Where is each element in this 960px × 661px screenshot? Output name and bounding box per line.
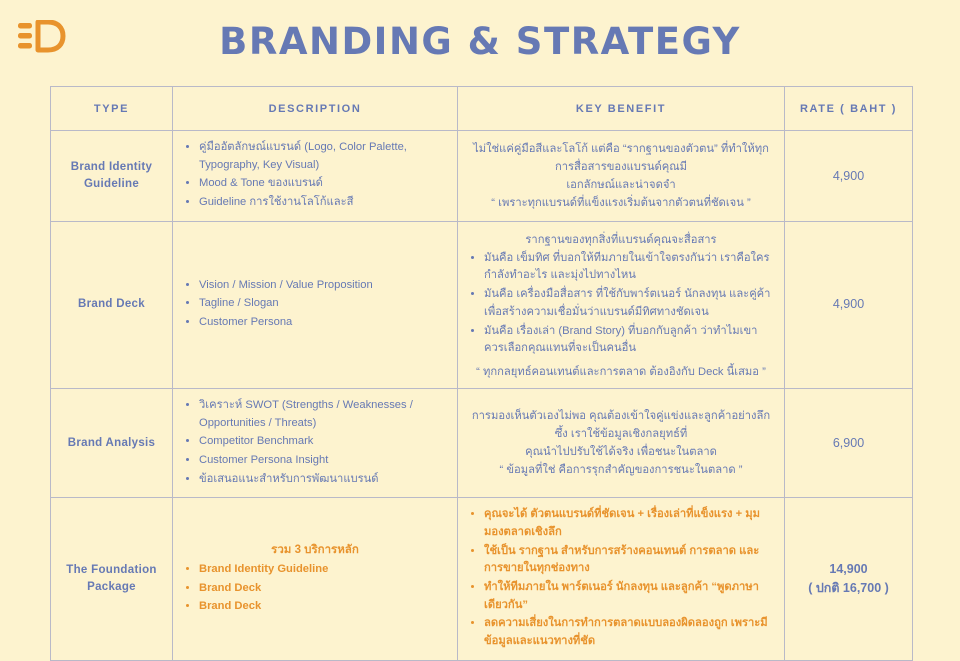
column-header-rate: RATE ( BAHT ) (785, 87, 913, 131)
list-item: • มันคือ เรื่องเล่า (Brand Story) ที่บอกกับลูกค้า ว่าทำไมเขาควรเลือกคุณแทนที่จะเป็นคนอื่น (484, 323, 774, 358)
table-row (51, 131, 913, 222)
table-row (51, 498, 913, 661)
table-header-row (51, 87, 913, 131)
column-header-key-benefit: KEY BENEFIT (458, 87, 785, 131)
row-description (173, 131, 458, 222)
row-key-benefit (458, 498, 785, 661)
row-description (173, 498, 458, 661)
row-rate: 4,900 (785, 221, 913, 388)
benefit-line: คุณนำไปปรับใช้ได้จริง เพื่อชนะในตลาด (525, 446, 717, 459)
row-type-brand-identity-guideline (51, 131, 173, 222)
list-item: • Brand Deck (199, 580, 447, 598)
table-row (51, 221, 913, 388)
row-type-brand-analysis: Brand Analysis (51, 388, 173, 497)
list-item: • ทำให้ทีมภายใน พาร์ตเนอร์ นักลงทุน และลูกค้า “พูดภาษาเดียวกัน” (484, 579, 774, 614)
list-item: • Customer Persona Insight (199, 452, 447, 470)
list-item: • Guideline การใช้งานโลโก้และสี (199, 194, 447, 212)
list-item: • ใช้เป็น รากฐาน สำหรับการสร้างคอนเทนต์ การตลาด และการขายในทุกช่องทาง (484, 543, 774, 578)
row-key-benefit (458, 221, 785, 388)
list-item: • วิเคราะห์ SWOT (Strengths / Weaknesses / Opportunities / Threats) (199, 397, 447, 432)
rate-note: ( ปกติ 16,700 ) (808, 581, 889, 596)
benefit-line: “ ข้อมูลที่ใช่ คือการรุกสำคัญของการชนะในตลาด ” (499, 464, 743, 477)
row-type-line-2: Package (87, 581, 136, 594)
row-type-line-1: The Foundation (66, 564, 157, 577)
row-type-brand-deck: Brand Deck (51, 221, 173, 388)
row-rate (785, 498, 913, 661)
benefit-line: ไม่ใช่แค่คู่มือสีและโลโก้ แต่คือ “รากฐานของตัวตน” ที่ทำให้ทุกการสื่อสารของแบรนด์คุณมี (473, 142, 769, 173)
list-item: • Mood & Tone ของแบรนด์ (199, 175, 447, 193)
row-description (173, 388, 458, 497)
list-item: • Vision / Mission / Value Proposition (199, 277, 447, 295)
row-type-line-1: Brand Identity (70, 161, 153, 174)
rate-value: 14,900 (829, 562, 868, 577)
row-key-benefit (458, 388, 785, 497)
benefit-lead: รากฐานของทุกสิ่งที่แบรนด์คุณจะสื่อสาร (525, 233, 717, 246)
row-type-line-2: Guideline (83, 177, 140, 190)
column-header-type: TYPE (51, 87, 173, 131)
list-item: • Competitor Benchmark (199, 433, 447, 451)
list-item: • Brand Deck (199, 598, 447, 616)
list-item: • มันคือ เข็มทิศ ที่บอกให้ทีมภายในเข้าใจตรงกันว่า เราคือใคร กำลังทำอะไร และมุ่งไปทางไหน (484, 250, 774, 285)
pricing-table (50, 86, 913, 661)
list-item: • ลดความเสี่ยงในการทำการตลาดแบบลองผิดลองถูก เพราะมีข้อมูลและแนวทางที่ชัด (484, 615, 774, 650)
row-key-benefit (458, 131, 785, 222)
list-item: • มันคือ เครื่องมือสื่อสาร ที่ใช้กับพาร์ตเนอร์ นักลงทุน และคู่ค้า เพื่อสร้างความเชื่อมั่นว่าแบรนด์มีทิศทางชัดเจน (484, 286, 774, 321)
benefit-line: เอกลักษณ์และน่าจดจำ (566, 178, 676, 191)
benefit-tail: “ ทุกกลยุทธ์คอนเทนต์และการตลาด ต้องอิงกับ Deck นี้เสมอ ” (476, 365, 766, 378)
benefit-line: “ เพราะทุกแบรนด์ที่แข็งแรงเริ่มต้นจากตัวตนที่ชัดเจน ” (491, 197, 751, 210)
package-heading: รวม 3 บริการหลัก (271, 544, 359, 557)
list-item: • Customer Persona (199, 314, 447, 332)
list-item: • ข้อเสนอแนะสำหรับการพัฒนาแบรนด์ (199, 471, 447, 489)
list-item: • Brand Identity Guideline (199, 561, 447, 579)
row-rate: 4,900 (785, 131, 913, 222)
list-item: • คู่มืออัตลักษณ์แบรนด์ (Logo, Color Palette, Typography, Key Visual) (199, 139, 447, 174)
column-header-description: DESCRIPTION (173, 87, 458, 131)
benefit-line: การมองเห็นตัวเองไม่พอ คุณต้องเข้าใจคู่แข่งและลูกค้าอย่างลึกซึ้ง เราใช้ข้อมูลเชิงกลยุทธ์ที่ (471, 409, 771, 440)
table-row (51, 388, 913, 497)
list-item: • คุณจะได้ ตัวตนแบรนด์ที่ชัดเจน + เรื่องเล่าที่แข็งแรง + มุมมองตลาดเชิงลึก (484, 506, 774, 541)
row-description (173, 221, 458, 388)
row-rate: 6,900 (785, 388, 913, 497)
list-item: • Tagline / Slogan (199, 295, 447, 313)
row-type-foundation-package (51, 498, 173, 661)
page-title: BRANDING & STRATEGY (219, 20, 741, 63)
